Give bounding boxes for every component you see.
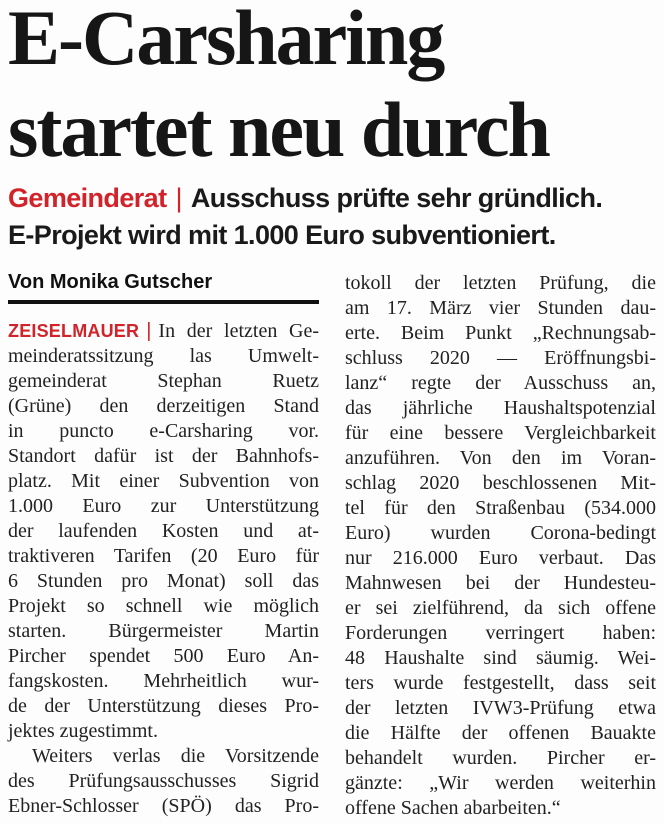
body-line: tokoll der letzten Prüfung, die [345, 272, 656, 294]
body-line: Standort dafür ist der Bahnhofs- [8, 445, 319, 467]
body-line: ters wurde festgestellt, dass seit [345, 672, 656, 694]
body-line: gänzte: „Wir werden weiterhin [345, 772, 656, 794]
body-line: behandelt wurden. Pircher er- [345, 747, 656, 769]
body-line: de der Unterstützung dieses Pro- [8, 695, 319, 717]
kicker-label: Gemeinderat [8, 183, 167, 213]
column-right [345, 268, 656, 821]
body-line: Euro) wurden Corona-bedingt [345, 522, 656, 544]
kicker-separator: | [175, 183, 182, 213]
body-line: erte. Beim Punkt „Rechnungsab- [345, 322, 656, 344]
body-line: Forderungen verringert haben: [345, 622, 656, 644]
body-line: am 17. März vier Stunden dau- [345, 297, 656, 319]
body-line: nur 216.000 Euro verbaut. Das [345, 547, 656, 569]
headline-line-1: E-Carsharing [8, 0, 444, 81]
body-line: jektes zugestimmt. [8, 720, 158, 742]
body-line: er sei zielführend, da sich offene [345, 597, 656, 619]
body-line: der letzten IVW3-Prüfung etwa [345, 697, 656, 719]
body-line: (Grüne) den derzeitigen Stand [8, 395, 319, 417]
body-line: Ebner-Schlosser (SPÖ) das Pro- [8, 795, 319, 817]
body-line: Weiters verlas die Vorsitzende [32, 745, 319, 767]
body-line: fangskosten. Mehrheitlich wur- [8, 670, 319, 692]
body-line: tel für den Straßenbau (534.000 [345, 497, 656, 519]
lead-separator: | [146, 320, 152, 342]
body-line: traktiveren Tarifen (20 Euro für [8, 545, 319, 567]
byline-rule [8, 300, 319, 304]
kicker [8, 180, 656, 254]
body-line: der laufenden Kosten und at- [8, 520, 319, 542]
kicker-text-line-1: Ausschuss prüfte sehr gründlich. [190, 183, 603, 213]
body-line: Mahnwesen bei der Hundesteu- [345, 572, 656, 594]
headline-line-2: startet neu durch [8, 86, 549, 173]
kicker-text-line-2: E-Projekt wird mit 1.000 Euro subventioniert. [8, 220, 556, 250]
body-line: 48 Haushalte sind säumig. Wei- [345, 647, 656, 669]
body-line: des Prüfungsausschusses Sigrid [8, 770, 319, 792]
body-line: lanz“ regte der Ausschuss an, [345, 372, 656, 394]
body-line: anzuführen. Von den im Voran- [345, 447, 656, 469]
body-line: Projekt so schnell wie möglich [8, 595, 319, 617]
body-line: schlag 2020 beschlossenen Mit- [345, 472, 656, 494]
body-line: das jährliche Haushaltspotenzial [345, 397, 656, 419]
column-right-lines [345, 271, 656, 821]
body-line: gemeinderat Stephan Ruetz [8, 370, 319, 392]
kicker-line-1 [8, 180, 656, 217]
body-line: offene Sachen abarbeiten.“ [345, 797, 561, 819]
location-lead: ZEISELMAUER [8, 321, 140, 341]
body-line: meinderatssitzung las Umwelt- [8, 345, 319, 367]
column-left [8, 268, 319, 821]
column-left-lines [8, 319, 319, 819]
body-line: für eine bessere Vergleichbarkeit [345, 422, 656, 444]
byline-block [8, 268, 319, 304]
byline: Von Monika Gutscher [8, 271, 213, 293]
body-line: 6 Stunden pro Monat) soll das [8, 570, 319, 592]
body-line: Pircher spendet 500 Euro An- [8, 645, 319, 667]
body-line: starten. Bürgermeister Martin [8, 620, 319, 642]
body-line: in puncto e-Carsharing vor. [8, 420, 319, 442]
body-line: ZEISELMAUER | In der letzten Ge- [8, 320, 319, 342]
body-line: platz. Mit einer Subvention von [8, 470, 319, 492]
headline [8, 0, 656, 176]
body-line: schluss 2020 — Eröffnungsbi- [345, 347, 656, 369]
article-columns [8, 268, 656, 821]
body-line: die Hälfte der offenen Bauakte [345, 722, 656, 744]
body-line: 1.000 Euro zur Unterstützung [8, 495, 319, 517]
